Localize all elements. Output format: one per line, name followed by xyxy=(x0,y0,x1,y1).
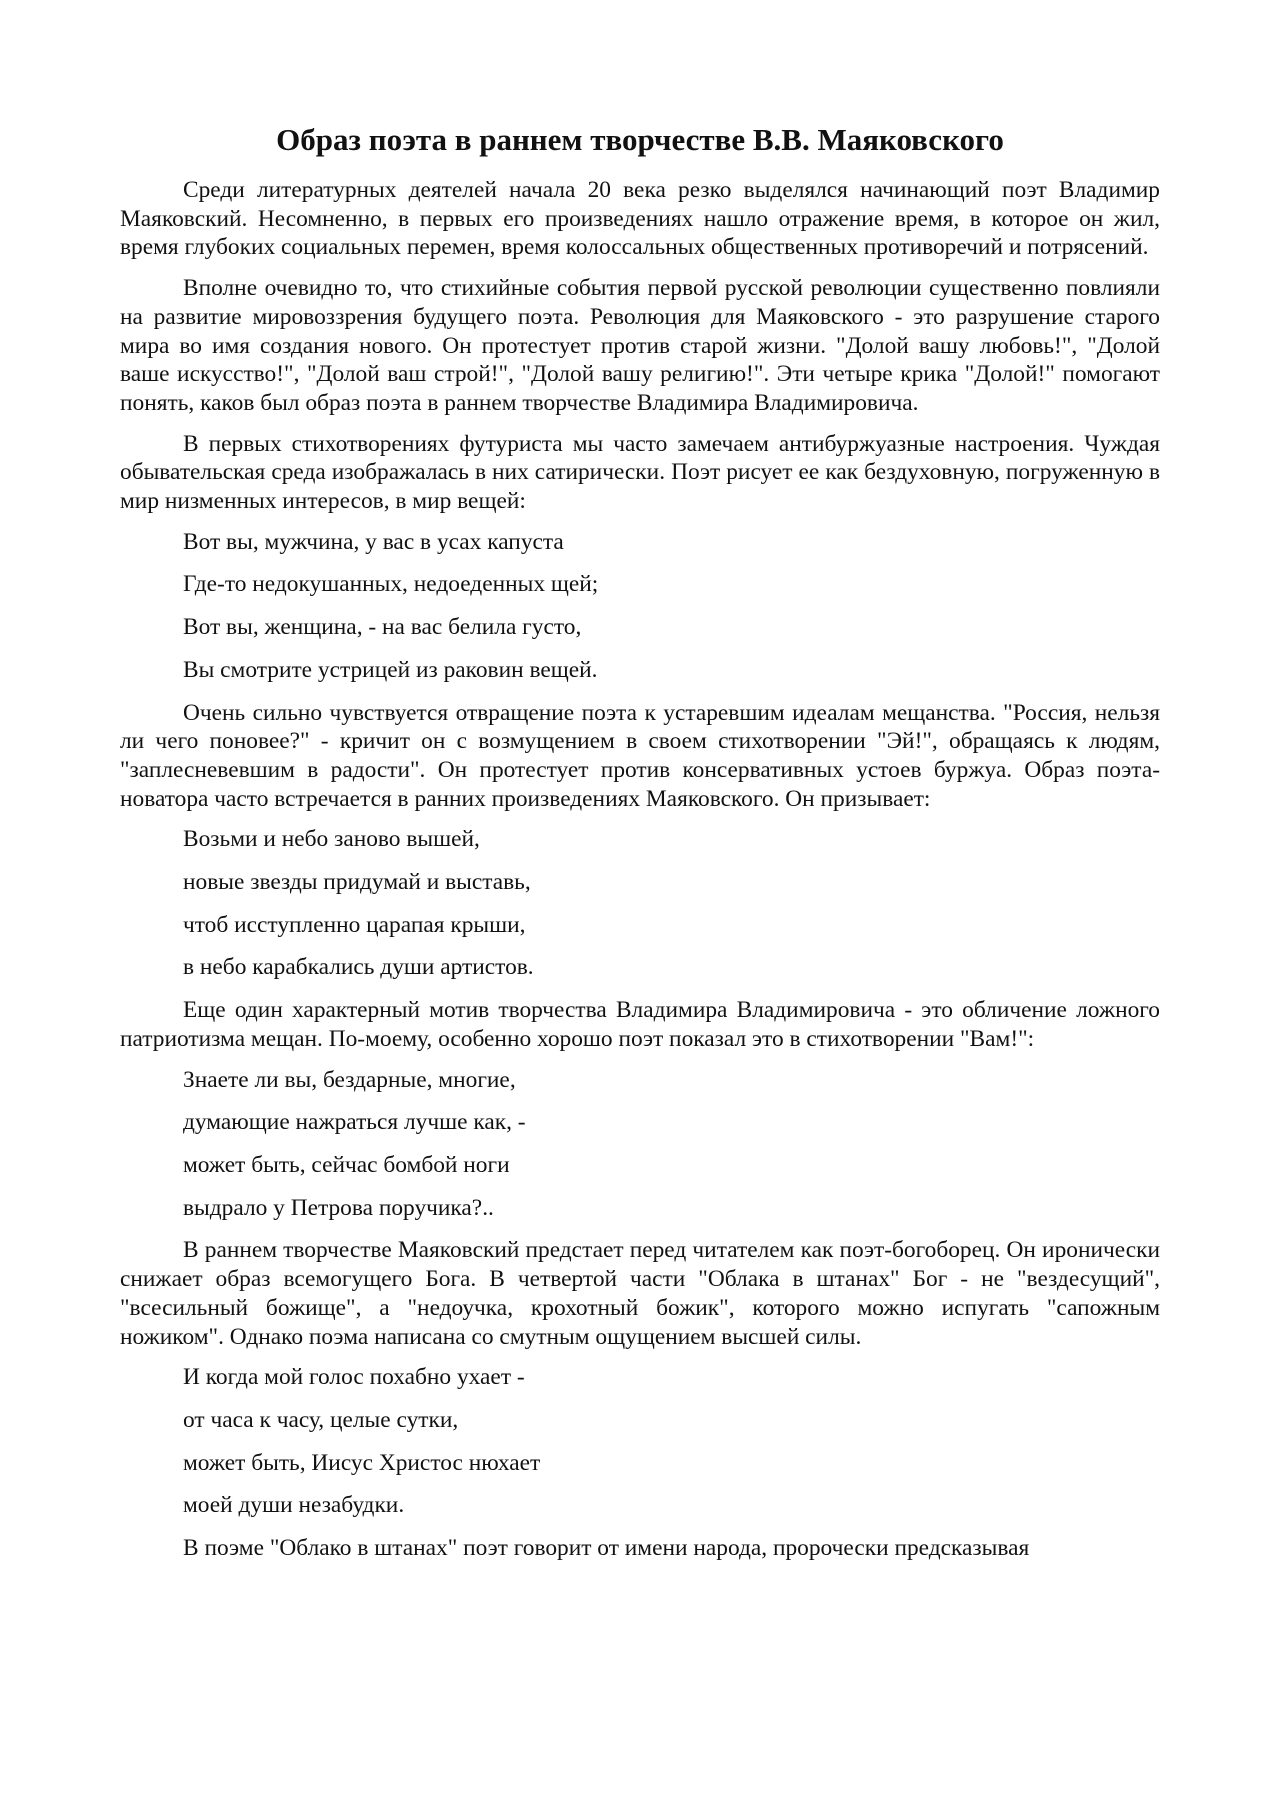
verse-line: моей души незабудки. xyxy=(183,1492,405,1519)
verse-line: может быть, Иисус Христос нюхает xyxy=(183,1449,541,1476)
document-body xyxy=(120,176,1160,1563)
verse-line: выдрало у Петрова поручика?.. xyxy=(183,1194,494,1221)
verse-line: в небо карабкались души артистов. xyxy=(183,954,534,981)
verse-line: от часа к часу, целые сутки, xyxy=(183,1406,459,1433)
paragraph: Среди литературных деятелей начала 20 века резко выделялся начинающий поэт Владимир Маяковский. Несомненно, в первых его произведениях нашло отражение время, в которое он жил, время глубоких социальных перемен, время колоссальных общественных противоречий и потрясений. xyxy=(120,177,1160,261)
paragraph: В поэме "Облако в штанах" поэт говорит от имени народа, пророчески предсказывая xyxy=(183,1535,1030,1562)
verse-line: Вот вы, женщина, - на вас белила густо, xyxy=(183,614,582,641)
verse-block xyxy=(120,825,1160,982)
verse-block xyxy=(120,1066,1160,1223)
verse-line: Возьми и небо заново вышей, xyxy=(183,826,480,853)
paragraph: Вполне очевидно то, что стихийные события первой русской революции существенно повлияли на развитие мировоззрения будущего поэта. Революция для Маяковского - это разрушение старого мира во имя создания нового. Он протестует против старой жизни. "Долой вашу любовь!", "Долой ваше искусство!", "Долой ваш строй!", "Долой вашу религию!". Эти четыре крика "Долой!" помогают понять, каков был образ поэта в раннем творчестве Владимира Владимировича. xyxy=(120,275,1160,416)
verse-line: думающие нажраться лучше как, - xyxy=(183,1109,526,1136)
document-title: Образ поэта в раннем творчестве В.В. Маяковского xyxy=(276,122,1004,157)
paragraph: Еще один характерный мотив творчества Владимира Владимировича - это обличение ложного патриотизма мещан. По-моему, особенно хорошо поэт показал это в стихотворении "Вам!": xyxy=(120,997,1160,1052)
verse-line: И когда мой голос похабно ухает - xyxy=(183,1364,525,1391)
verse-line: Вы смотрите устрицей из раковин вещей. xyxy=(183,656,598,683)
paragraph: В раннем творчестве Маяковский предстает перед читателем как поэт-богоборец. Он иронически снижает образ всемогущего Бога. В четвертой части "Облака в штанах" Бог - не "вездесущий", "всесильный божище", а "недоучка, крохотный божик", которого можно испугать "сапожным ножиком". Однако поэма написана со смутным ощущением высшей силы. xyxy=(120,1237,1160,1350)
verse-line: Знаете ли вы, бездарные, многие, xyxy=(183,1066,516,1093)
verse-line: может быть, сейчас бомбой ноги xyxy=(183,1151,510,1178)
paragraph: Очень сильно чувствуется отвращение поэта к устаревшим идеалам мещанства. "Россия, нельзя ли чего поновее?" - кричит он с возмущением в своем стихотворении "Эй!", обращаясь к людям, "заплесневевшим в радости". Он протестует против консервативных устоев буржуа. Образ поэта-новатора часто встречается в ранних произведениях Маяковского. Он призывает: xyxy=(120,699,1160,812)
verse-block xyxy=(120,528,1160,685)
verse-line: чтоб исступленно царапая крыши, xyxy=(183,911,526,938)
paragraph: В первых стихотворениях футуриста мы часто замечаем антибуржуазные настроения. Чуждая обывательская среда изображалась в них сатирически. Поэт рисует ее как бездуховную, погруженную в мир низменных интересов, в мир вещей: xyxy=(120,430,1160,515)
verse-block xyxy=(120,1363,1160,1520)
verse-line: Где-то недокушанных, недоеденных щей; xyxy=(183,571,599,598)
verse-line: новые звезды придумай и выставь, xyxy=(183,869,531,896)
verse-line: Вот вы, мужчина, у вас в усах капуста xyxy=(183,528,564,555)
